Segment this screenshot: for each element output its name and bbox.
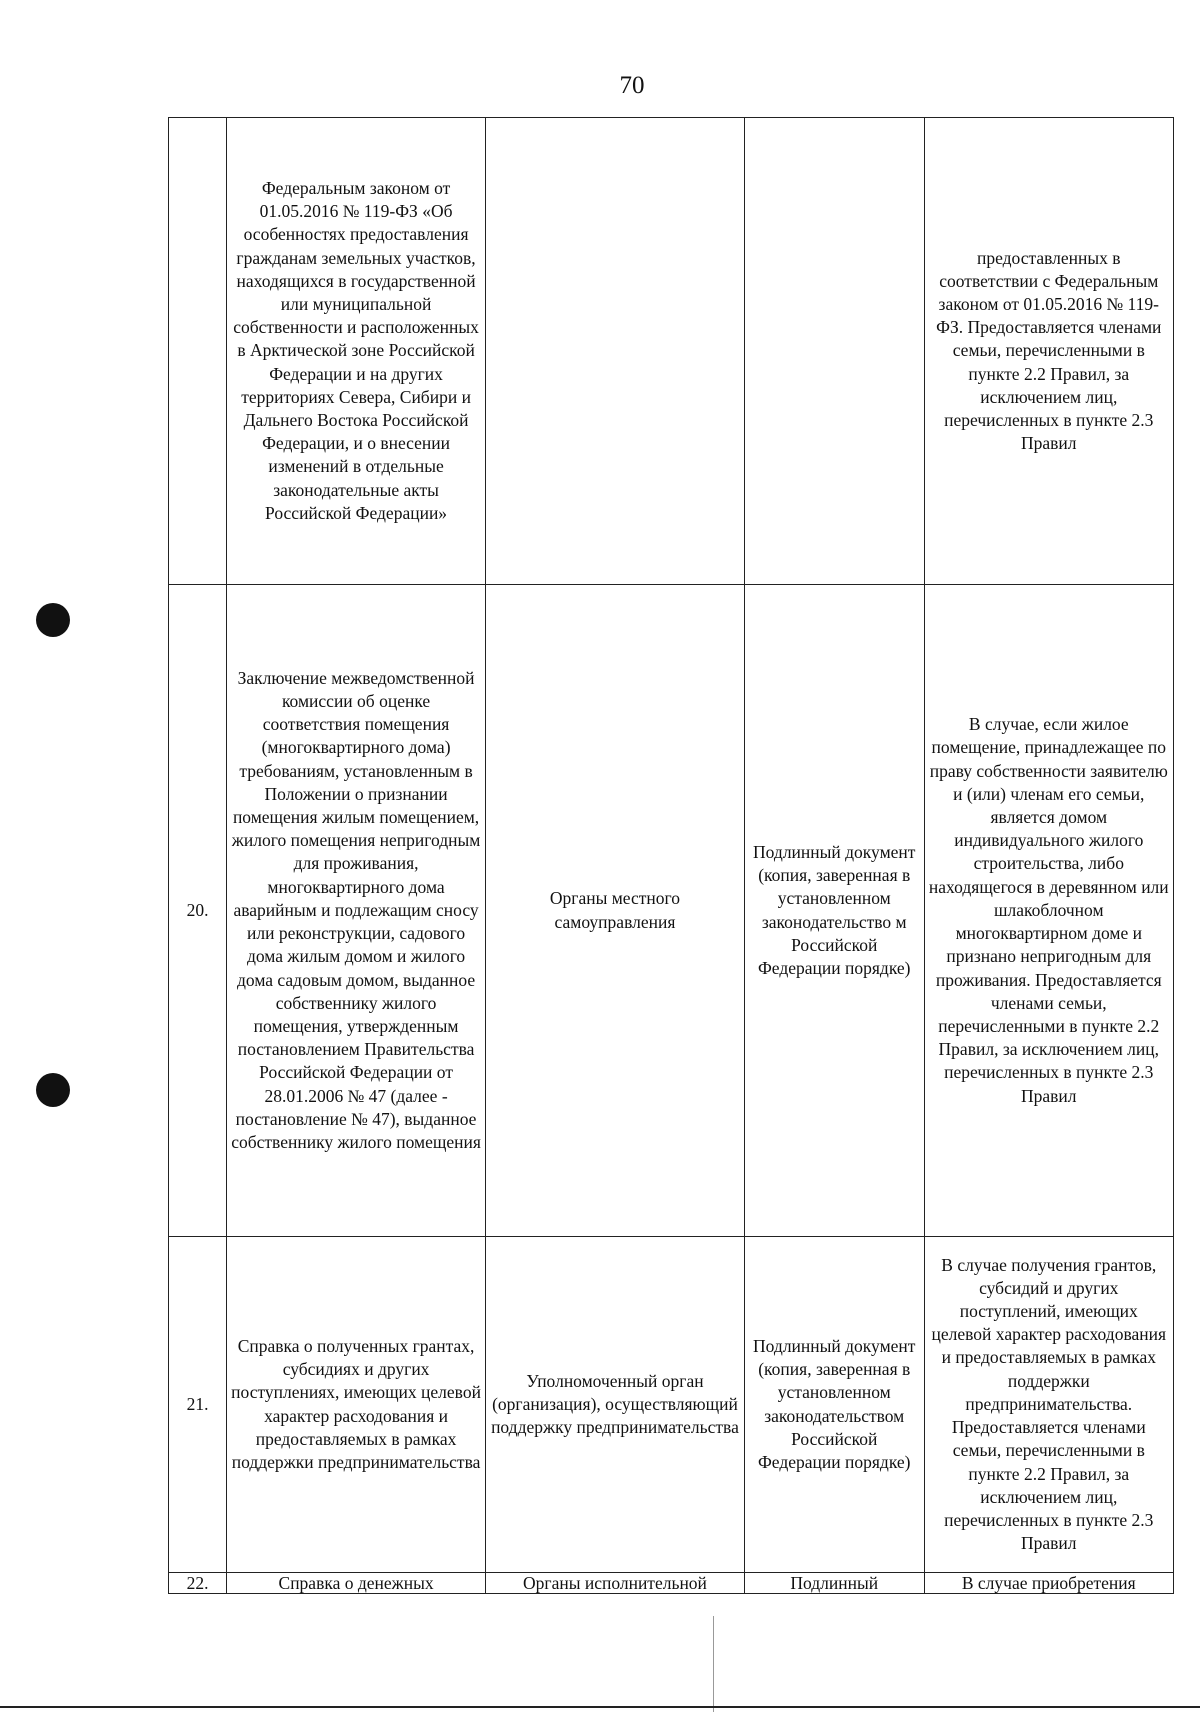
- scan-artifact-line: [713, 1616, 714, 1712]
- document-form-cell: Подлинный документ (копия, заверенная в установленном законодательством Российской Федерации порядке): [744, 1237, 924, 1573]
- table-row: [169, 585, 1174, 1237]
- note-cell: В случае, если жилое помещение, принадлежащее по праву собственности заявителю и (или) членам его семьи, является домом индивидуального жилого строительства, либо находящегося в деревянном или шлакоблочном многоквартирном доме и признано непригодным для проживания. Предоставляется членами семьи, перечисленными в пункте 2.2 Правил, за исключением лиц, перечисленных в пункте 2.3 Правил: [924, 585, 1173, 1237]
- note-cell: В случае получения грантов, субсидий и других поступлений, имеющих целевой характер расходования и предоставляемых в рамках поддержки предпринимательства. Предоставляется членами семьи, перечисленными в пункте 2.2 Правил, за исключением лиц, перечисленных в пункте 2.3 Правил: [924, 1237, 1173, 1573]
- document-name-cell: Справка о полученных грантах, субсидиях и других поступлениях, имеющих целевой характер расходования и предоставляемых в рамках поддержки предпринимательства: [227, 1237, 486, 1573]
- table-row: [169, 118, 1174, 585]
- documents-table: [168, 117, 1174, 1594]
- document-form-cell: [744, 118, 924, 585]
- scan-bottom-edge: [0, 1706, 1200, 1708]
- document-name-cell: Справка о денежных: [227, 1573, 486, 1594]
- note-cell: предоставленных в соответствии с Федеральным законом от 01.05.2016 № 119-ФЗ. Предоставляется членами семьи, перечисленными в пункте 2.2 Правил, за исключением лиц, перечисленных в пункте 2.3 Правил: [924, 118, 1173, 585]
- row-number-cell: [169, 118, 227, 585]
- row-number-cell: 22.: [169, 1573, 227, 1594]
- document-form-cell: Подлинный: [744, 1573, 924, 1594]
- document-name-cell: Федеральным законом от 01.05.2016 № 119-ФЗ «Об особенностях предоставления гражданам земельных участков, находящихся в государственной или муниципальной собственности и расположенных в Арктической зоне Российской Федерации и на других территориях Севера, Сибири и Дальнего Востока Российской Федерации, и о внесении изменений в отдельные законодательные акты Российской Федерации»: [227, 118, 486, 585]
- issuer-cell: Органы местного самоуправления: [486, 585, 745, 1237]
- document-form-cell: Подлинный документ (копия, заверенная в установленном законодательство м Российской Федерации порядке): [744, 585, 924, 1237]
- binder-hole-dot: [36, 603, 70, 637]
- issuer-cell: Уполномоченный орган (организация), осуществляющий поддержку предпринимательства: [486, 1237, 745, 1573]
- document-name-cell: Заключение межведомственной комиссии об оценке соответствия помещения (многоквартирного дома) требованиям, установленным в Положении о признании помещения жилым помещением, жилого помещения непригодным для проживания, многоквартирного дома аварийным и подлежащим сносу или реконструкции, садового дома жилым домом и жилого дома садовым домом, выданное собственнику жилого помещения, утвержденным постановлением Правительства Российской Федерации от 28.01.2006 № 47 (далее - постановление № 47), выданное собственнику жилого помещения: [227, 585, 486, 1237]
- binder-hole-dot: [36, 1073, 70, 1107]
- issuer-cell: Органы исполнительной: [486, 1573, 745, 1594]
- note-cell: В случае приобретения: [924, 1573, 1173, 1594]
- table-row: [169, 1573, 1174, 1594]
- page-number: 70: [619, 72, 645, 99]
- table-row: [169, 1237, 1174, 1573]
- row-number-cell: 21.: [169, 1237, 227, 1573]
- issuer-cell: [486, 118, 745, 585]
- row-number-cell: 20.: [169, 585, 227, 1237]
